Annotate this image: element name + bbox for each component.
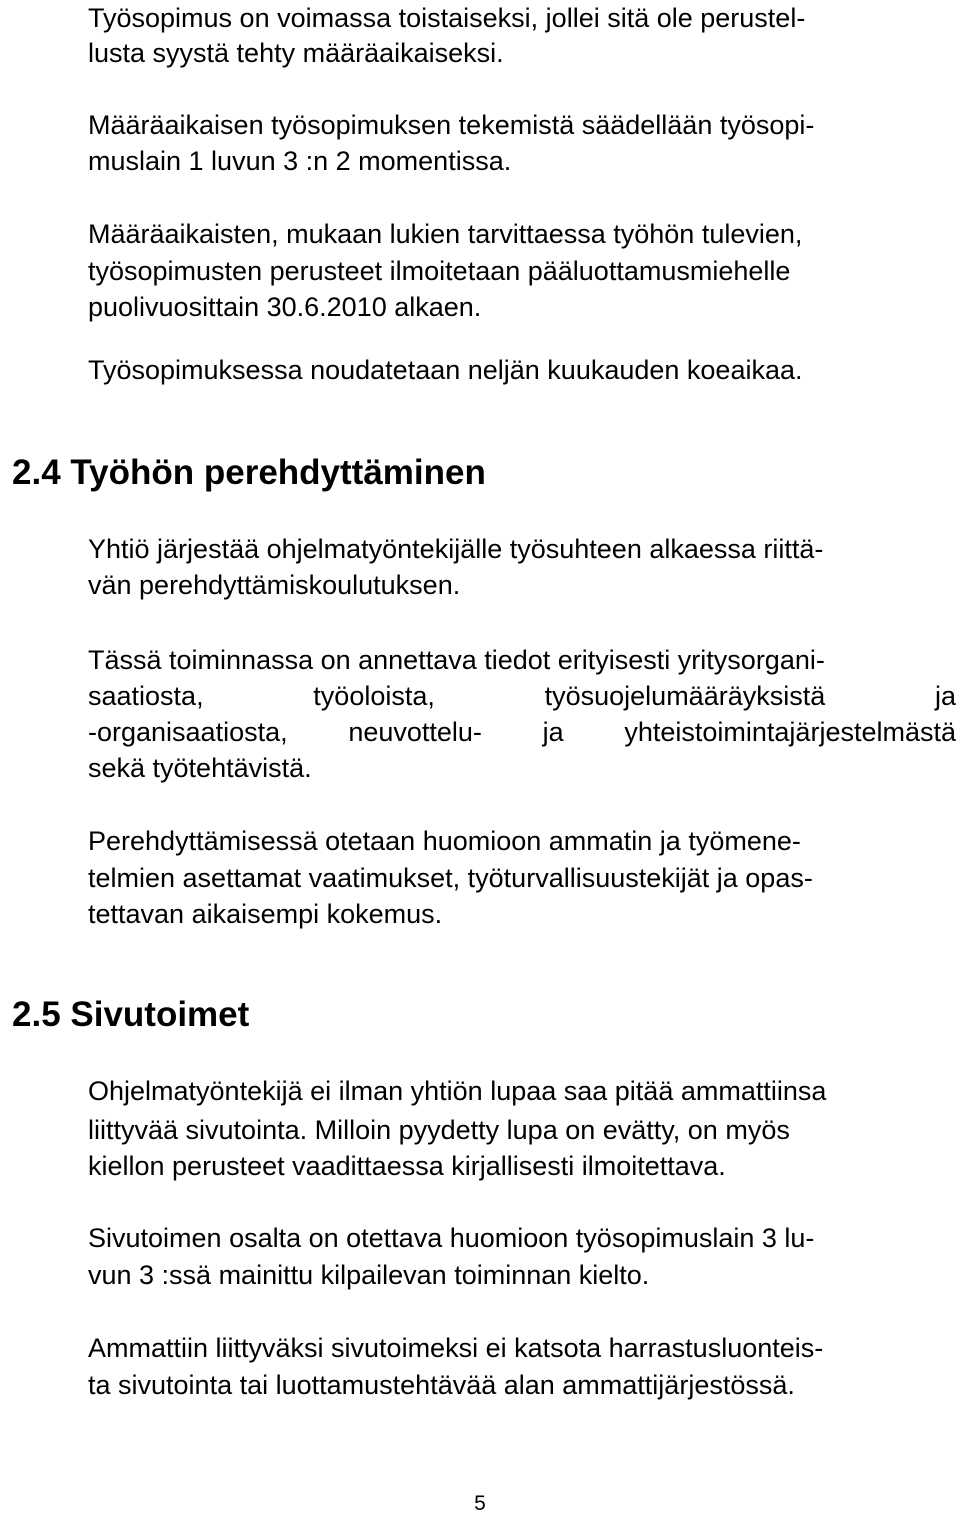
paragraph-line: tettavan aikaisempi kokemus. xyxy=(88,899,443,929)
paragraph-line: työsopimusten perusteet ilmoitetaan pääluottamusmiehelle xyxy=(88,256,791,286)
paragraph-line: Sivutoimen osalta on otettava huomioon työsopimuslain 3 lu- xyxy=(88,1223,815,1253)
paragraph-line: Määräaikaisten, mukaan lukien tarvittaessa työhön tulevien, xyxy=(88,219,803,249)
paragraph-line: Yhtiö järjestää ohjelmatyöntekijälle työsuhteen alkaessa riittä- xyxy=(88,534,824,564)
paragraph-line: puolivuosittain 30.6.2010 alkaen. xyxy=(88,292,482,322)
paragraph-line: Ohjelmatyöntekijä ei ilman yhtiön lupaa saa pitää ammattiinsa xyxy=(88,1076,827,1106)
paragraph-line: ta sivutointa tai luottamustehtävää alan ammattijärjestössä. xyxy=(88,1370,795,1400)
paragraph-line: Määräaikaisen työsopimuksen tekemistä säädellään työsopi- xyxy=(88,110,815,140)
paragraph-line: Tässä toiminnassa on annettava tiedot erityisesti yritysorgani- xyxy=(88,645,825,675)
paragraph-line: sekä työtehtävistä. xyxy=(88,753,312,783)
paragraph-line: lusta syystä tehty määräaikaiseksi. xyxy=(88,38,504,68)
paragraph-line: Työsopimus on voimassa toistaiseksi, jollei sitä ole perustel- xyxy=(88,3,806,33)
paragraph-line: Perehdyttämisessä otetaan huomioon ammatin ja työmene- xyxy=(88,826,801,856)
paragraph-line-justified: saatiosta, työoloista, työsuojelumääräyksistä ja xyxy=(88,681,956,711)
page-number: 5 xyxy=(474,1492,486,1515)
paragraph-line: telmien asettamat vaatimukset, työturvallisuustekijät ja opas- xyxy=(88,863,813,893)
paragraph-line: vän perehdyttämiskoulutuksen. xyxy=(88,570,461,600)
paragraph-line: Ammattiin liittyväksi sivutoimeksi ei katsota harrastusluonteis- xyxy=(88,1333,824,1363)
paragraph-line-justified: -organisaatiosta, neuvottelu- ja yhteistoimintajärjestelmästä xyxy=(88,717,956,747)
paragraph-line: vun 3 :ssä mainittu kilpailevan toiminnan kielto. xyxy=(88,1260,650,1290)
paragraph-line: Työsopimuksessa noudatetaan neljän kuukauden koeaikaa. xyxy=(88,355,803,385)
section-heading-2-4: 2.4 Työhön perehdyttäminen xyxy=(12,453,486,492)
paragraph-line: kiellon perusteet vaadittaessa kirjallisesti ilmoitettava. xyxy=(88,1151,726,1181)
paragraph-line: liittyvää sivutointa. Milloin pyydetty lupa on evätty, on myös xyxy=(88,1115,790,1145)
section-heading-2-5: 2.5 Sivutoimet xyxy=(12,995,250,1034)
paragraph-line: muslain 1 luvun 3 :n 2 momentissa. xyxy=(88,146,512,176)
